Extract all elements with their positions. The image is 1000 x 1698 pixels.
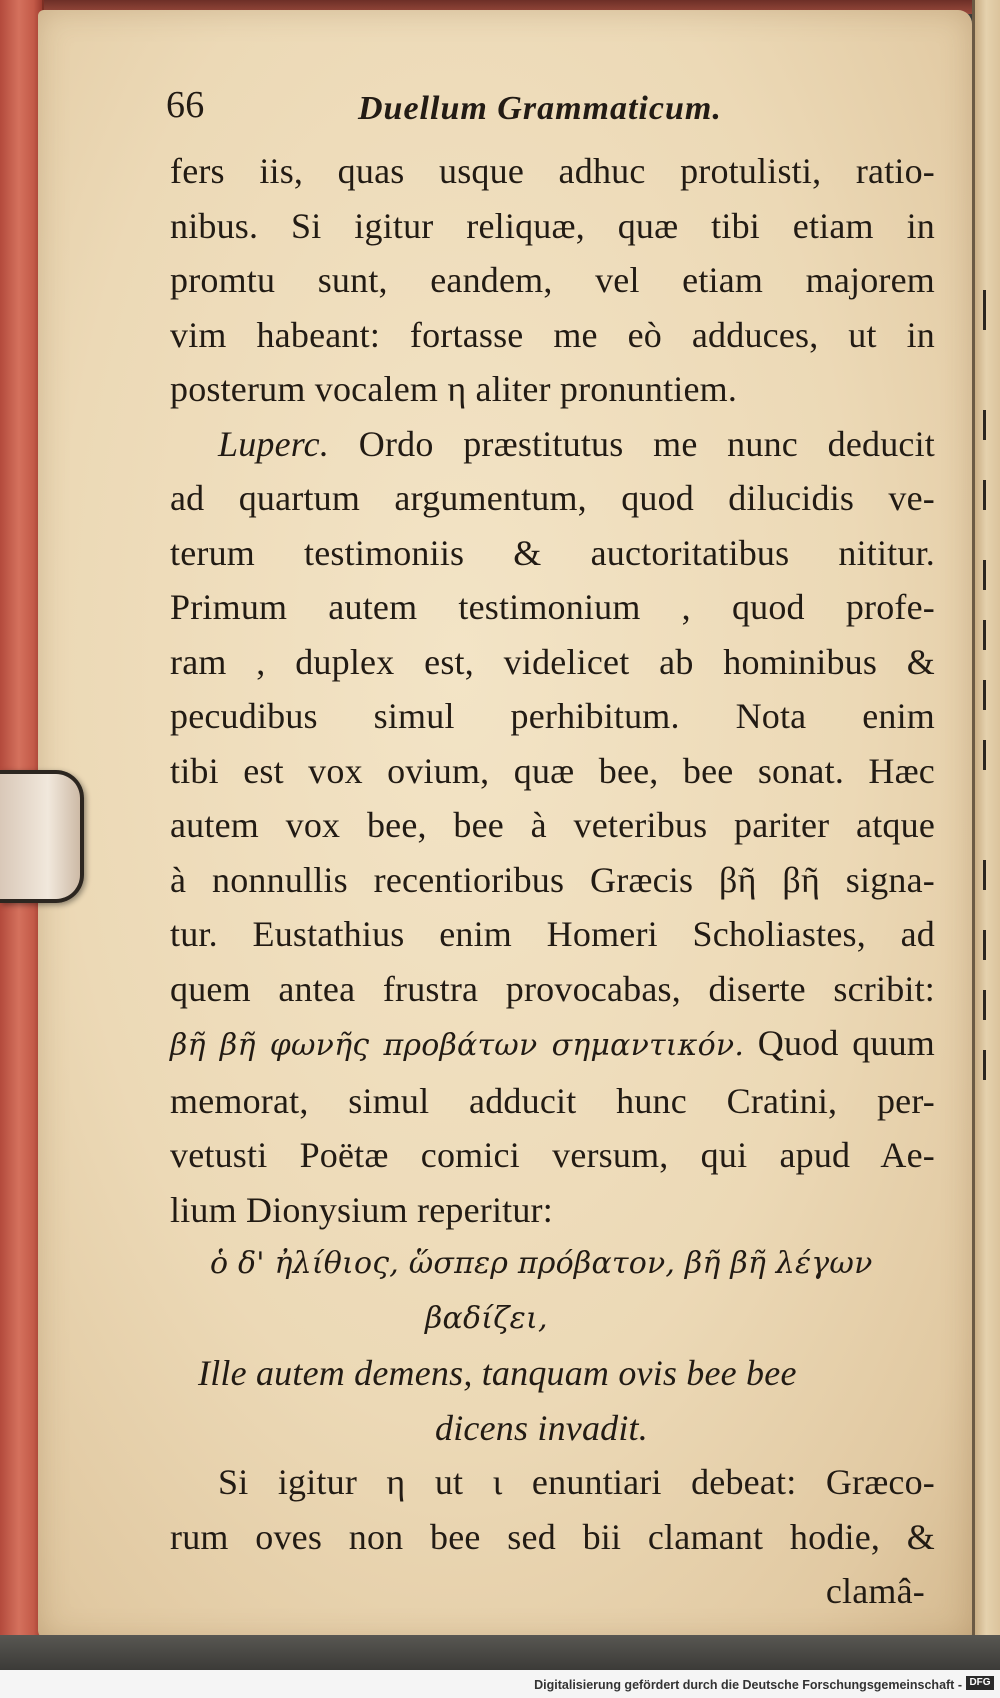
page-header: [166, 78, 935, 144]
text-fragment: Quod quum: [757, 1023, 935, 1063]
verse-latin: Ille autem demens, tanquam ovis bee bee: [198, 1353, 797, 1393]
verse-greek: ὁ δ' ἠλίθιος, ὥσπερ πρόβατον, βῆ βῆ λέγων: [210, 1246, 873, 1281]
adjacent-page-strip: [972, 0, 1000, 1660]
footer-credit: Digitalisierung gefördert durch die Deutsche Forschungsgemeinschaft -: [534, 1678, 962, 1692]
digitization-footer: [0, 1670, 1000, 1698]
text-line: quem antea frustra provocabas, diserte scribit:: [170, 968, 935, 1009]
page-number: 66: [166, 84, 205, 126]
text-line: Primum autem testimonium , quod profe-: [170, 587, 935, 627]
verse-latin: dicens invadit.: [435, 1407, 648, 1448]
text-line: lium Dionysium reperitur:: [170, 1189, 553, 1230]
text-line: memorat, simul adducit hunc Cratini, per-: [170, 1080, 935, 1121]
greek-quote-line: [170, 1016, 935, 1074]
text-line: tur. Eustathius enim Homeri Scholiastes, ad: [170, 914, 935, 954]
text-line: vetusti Poëtæ comici versum, qui apud Ae-: [170, 1135, 935, 1175]
speaker-line: [170, 417, 935, 472]
text-line: ram , duplex est, videlicet ab hominibus &: [170, 641, 935, 682]
text-line: autem vox bee, bee à veteribus pariter atque: [170, 805, 935, 845]
text-fragment: Ordo præstitutus me nunc deducit: [358, 423, 935, 464]
text-line: terum testimoniis & auctoritatibus nititur.: [170, 532, 935, 573]
text-line: tibi est vox ovium, quæ bee, bee sonat. Hæc: [170, 750, 935, 791]
text-line: Si igitur η ut ι enuntiari debeat: Græco-: [218, 1462, 935, 1502]
verse-greek: βαδίζει,: [425, 1300, 548, 1336]
text-line: posterum vocalem η aliter pronuntiem.: [170, 369, 738, 409]
text-line: pecudibus simul perhibitum. Nota enim: [170, 696, 935, 736]
running-title: Duellum Grammaticum.: [358, 90, 722, 127]
catchword: clamâ-: [825, 1571, 925, 1611]
text-line: rum oves non bee sed bii clamant hodie, &: [170, 1516, 935, 1557]
text-line: à nonnullis recentioribus Græcis βῆ βῆ signa-: [170, 859, 935, 900]
text-line: nibus. Si igitur reliquæ, quæ tibi etiam in: [170, 205, 935, 246]
greek-quote: βῆ βῆ φωνῆς προβάτων σημαντικόν.: [170, 1028, 745, 1063]
speaker-name: Luperc.: [218, 423, 330, 464]
text-line: fers iis, quas usque adhuc protulisti, ratio-: [170, 151, 935, 191]
text-line: ad quartum argumentum, quod dilucidis ve-: [170, 478, 935, 518]
dfg-logo: DFG: [966, 1676, 994, 1690]
page-text: [166, 78, 935, 1619]
text-line: vim habeant: fortasse me eò adduces, ut in: [170, 314, 935, 355]
text-line: promtu sunt, eandem, vel etiam majorem: [170, 260, 935, 300]
scan-bottom: [0, 1635, 1000, 1670]
page-clip: [0, 770, 84, 903]
